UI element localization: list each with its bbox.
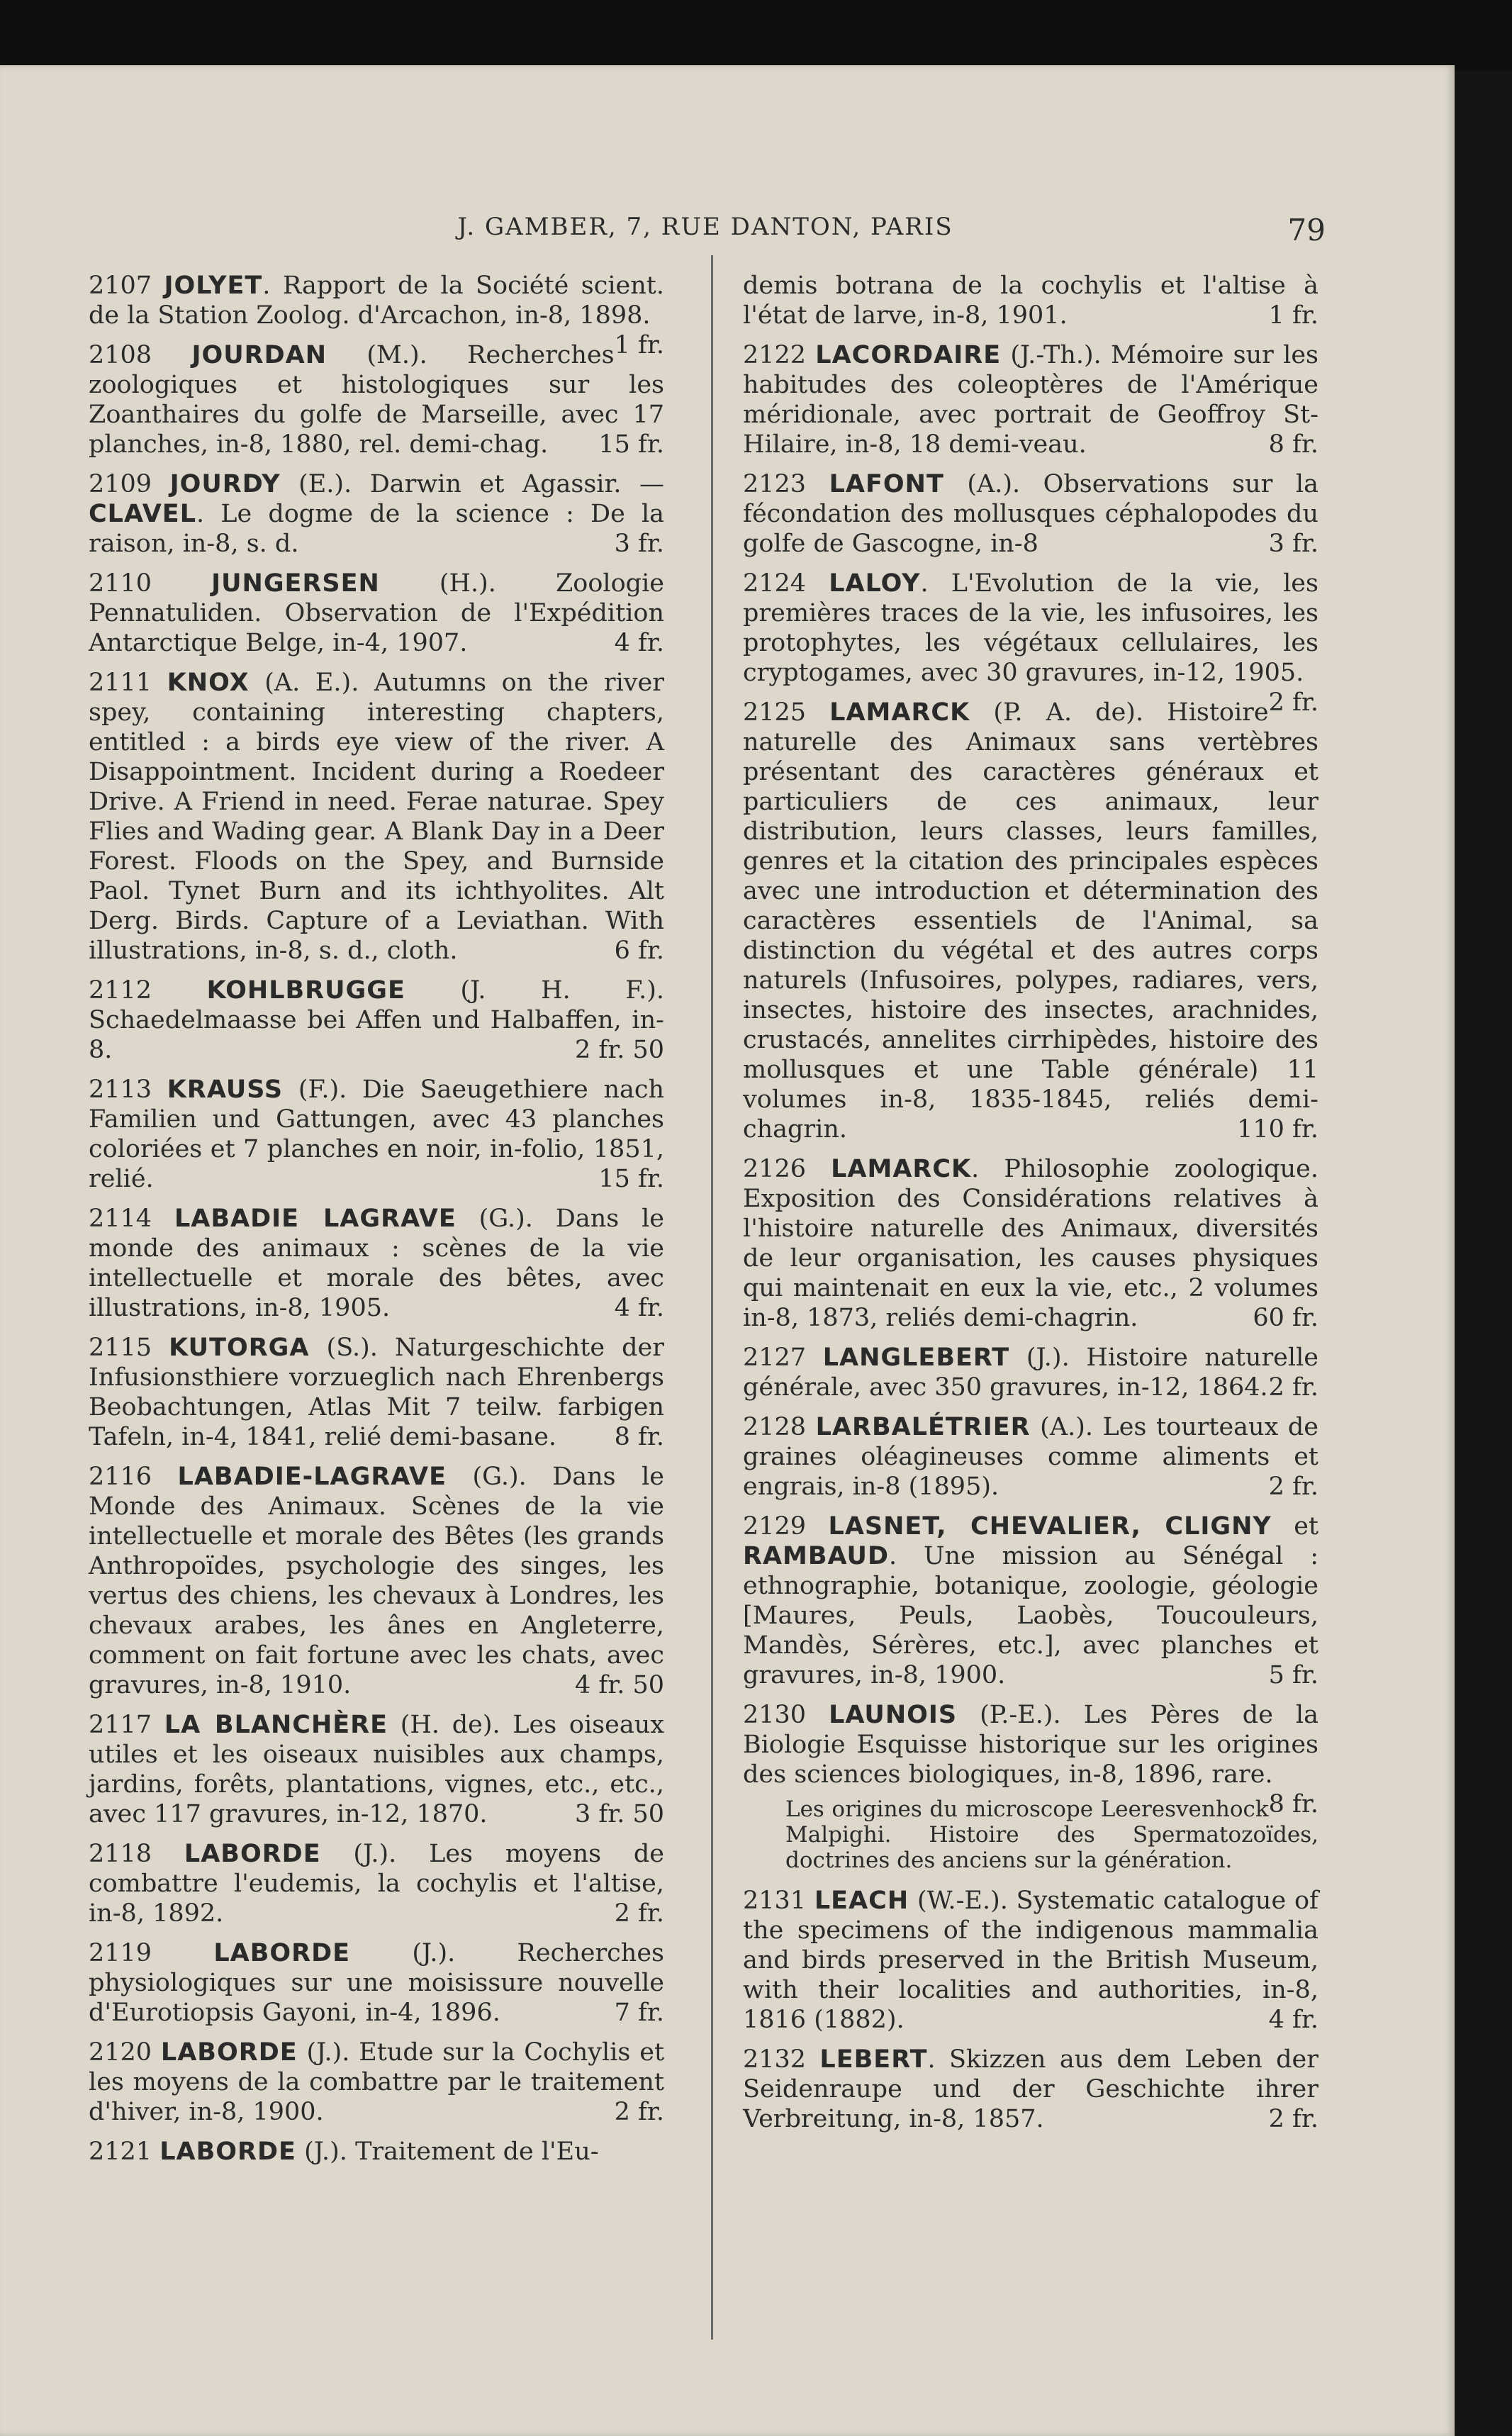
entry-author: KUTORGA [169,1334,310,1362]
catalogue-entry [89,1462,664,1700]
entry-description: (H. de). Les oiseaux utiles et les oiseaux nuisibles aux champs, jardins, forêts, plantations, vignes, etc., etc., avec 117 gravures, in-12, 1870. [89,1711,664,1828]
page-number: 79 [1287,213,1326,247]
entry-number: 2128 [743,1413,816,1441]
catalogue-entry [743,1700,1318,1818]
entry-number: 2132 [743,2045,820,2074]
entry-description: (G.). Dans le monde des animaux : scènes de la vie intellectuelle et morale des bêtes, avec illustrations, in-8, 1905. [89,1205,664,1322]
entry-description: (G.). Dans le Monde des Animaux. Scènes de la vie intellectuelle et morale des Bêtes (les grands Anthropoïdes, psychologie des singes, les vertus des chiens, les chevaux à Londres, les chevaux arabes, les ânes en Angleterre, comment on fait fortune avec les chats, avec gravures, in-8, 1910. [89,1463,664,1699]
entry-price: 8 fr. [614,1423,664,1451]
entry-description: et [1271,1512,1319,1541]
entry-author: LABADIE LAGRAVE [174,1205,457,1233]
entry-author: LABORDE [160,2038,298,2067]
entry-author: KOHLBRUGGE [206,976,405,1005]
entry-price: 2 fr. 50 [574,1036,664,1064]
catalogue-entry [743,271,1318,330]
entry-number: 2108 [89,341,192,369]
entry-price: 3 fr. [614,530,664,558]
entry-author: LABADIE-LAGRAVE [177,1463,447,1491]
entry-price: 4 fr. [1268,2006,1318,2034]
page-header [92,149,1326,247]
entry-description: (J.). Histoire naturelle générale, avec 350 gravures, in-12, 1864. [743,1343,1318,1402]
entry-description: (J.-Th.). Mémoire sur les habitudes des coleoptères de l'Amérique méridionale, avec portrait de Geoffroy St-Hilaire, in-8, 18 demi-veau. [743,341,1318,459]
entry-price: 4 fr. 50 [574,1671,664,1699]
entry-description: (J.). Les moyens de combattre l'eudemis, la cochylis et l'altise, in-8, 1892. [89,1840,664,1928]
catalogue-entry [89,1938,664,2028]
entry-price: 4 fr. [614,629,664,657]
entry-description: (F.). Die Saeugethiere nach Familien und Gattungen, avec 43 planches coloriées et 7 planches en noir, in-folio, 1851, relié. [89,1075,665,1193]
entry-number: 2121 [89,2138,160,2166]
entry-number: 2115 [89,1334,169,1362]
entry-price: 2 fr. [1268,1473,1318,1501]
entry-author: LANGLEBERT [822,1343,1010,1372]
catalogue-entry [89,1333,664,1452]
entry-author: LAFONT [829,470,944,498]
entry-number: 2107 [89,272,164,300]
entry-number: 2119 [89,1939,214,1967]
entry-author: LA BLANCHÈRE [164,1711,388,1739]
entry-description-cont: . Une mission au Sénégal : ethnographie, botanique, zoologie, géologie [Maures, Peuls, Laobès, Toucouleurs, Mandès, Sérères, etc.], avec planches et gravures, in-8, 1900. [743,1542,1318,1689]
entry-number: 2124 [743,569,829,598]
entry-number: 2111 [89,669,167,697]
catalogue-entry [743,469,1318,559]
entry-price: 110 fr. [1237,1115,1318,1144]
catalogue-entry [743,2045,1318,2134]
entry-author: LEBERT [819,2045,928,2074]
entry-description: (J.). Etude sur la Cochylis et les moyens de la combattre par le traitement d'hiver, in-8, 1900. [89,2038,665,2126]
entry-description: . L'Evolution de la vie, les premières traces de la vie, les infusoires, les protophytes, les végétaux cellulaires, les cryptogames, avec 30 gravures, in-12, 1905. [743,569,1318,687]
entry-author: LARBALÉTRIER [815,1413,1031,1441]
catalogue-entry [89,1839,664,1928]
catalogue-entry [89,469,664,559]
entry-price: 2 fr. [1268,1373,1318,1402]
entry-description: (P.-E.). Les Pères de la Biologie Esquisse historique sur les origines des sciences biologiques, in-8, 1896, rare. [743,1701,1318,1789]
entry-description: . Philosophie zoologique. Exposition des Considérations relatives à l'histoire naturelle des Animaux, diversités de leur organisation, les causes physiques qui maintenait en eux la vie, etc., 2 volumes in-8, 1873, reliés demi-chagrin. [743,1155,1318,1332]
entry-description: (J.). Recherches physiologiques sur une moisissure nouvelle d'Eurotiopsis Gayoni, in-4, 1896. [89,1939,664,2027]
entry-number: 2126 [743,1155,831,1183]
entry-price: 2 fr. [614,2098,664,2126]
entry-price: 2 fr. [614,1899,664,1928]
entry-author: KNOX [167,669,250,697]
entry-description: (M.). Recherches zoologiques et histologiques sur les Zoanthaires du golfe de Marseille, avec 17 planches, in-8, 1880, rel. demi-chag. [89,341,664,459]
entry-author: LALOY [829,569,921,598]
entry-description: (W.-E.). Systematic catalogue of the specimens of the indigenous mammalia and birds preserved in the British Museum, with their localities and authorities, in-8, 1816 (1882). [743,1887,1318,2034]
entry-description: (H.). Zoologie Pennatuliden. Observation de l'Expédition Antarctique Belge, in-4, 1907. [89,569,664,657]
entry-author: LACORDAIRE [815,341,1002,369]
catalogue-entry [89,340,664,459]
right-column [743,271,1318,2144]
entry-price: 1 fr. [1268,301,1318,330]
entry-price: 2 fr. [1268,2105,1318,2133]
entry-number: 2125 [743,698,830,727]
entry-price: 15 fr. [598,1165,664,1193]
entry-price: 1 fr. [614,331,664,359]
running-title: J. GAMBER, 7, RUE DANTON, PARIS [457,213,953,241]
entry-description: (A.). Les tourteaux de graines oléagineuses comme aliments et engrais, in-8 (1895). [743,1413,1318,1501]
entry-description: (J.). Traitement de l'Eu- [296,2138,599,2166]
entry-price: 3 fr. 50 [574,1800,664,1828]
entry-author: LABORDE [184,1840,321,1868]
catalogue-entry [743,1154,1318,1333]
entry-description: (J. H. F.). Schaedelmaasse bei Affen und Halbaffen, in-8. [89,976,664,1064]
catalogue-entry [743,340,1318,459]
entry-price: 60 fr. [1253,1304,1318,1332]
entry-price: 3 fr. [1268,530,1318,558]
entry-number: 2116 [89,1463,178,1491]
entry-author: LABORDE [159,2138,296,2166]
entry-description: (S.). Naturgeschichte der Infusionsthiere vorzueglich nach Ehrenbergs Beobachtungen, Atlas Mit 7 teilw. farbigen Tafeln, in-4, 1841, relié demi-basane. [89,1334,665,1451]
entry-author: LABORDE [213,1939,351,1967]
catalogue-entry [89,1075,664,1194]
entry-author: LAMARCK [829,698,970,727]
entry-description: (A.). Observations sur la fécondation des mollusques céphalopodes du golfe de Gascogne, in-8 [743,470,1318,558]
entry-number: 2114 [89,1205,174,1233]
entry-number: 2127 [743,1343,823,1372]
entry-description: (A. E.). Autumns on the river spey, containing interesting chapters, entitled : a birds eye view of the river. A Disappointment. Incident during a Roedeer Drive. A Friend in need. Ferae naturae. Spey Flies and Wading gear. A Blank Day in a Deer Forest. Floods on the Spey, and Burnside Paol. Tynet Burn and its ichthyolites. Alt Derg. Birds. Capture of a Leviathan. With illustrations, in-8, s. d., cloth. [89,669,664,965]
entry-author: JOURDY [169,470,281,498]
entry-description: . Rapport de la Société scient. de la Station Zoolog. d'Arcachon, in-8, 1898. [89,272,664,330]
entry-number: 2112 [89,976,207,1005]
entry-number: 2123 [743,470,829,498]
entry-author: LAMARCK [831,1155,972,1183]
catalogue-entry [89,2137,664,2167]
entry-number: 2130 [743,1701,829,1729]
entry-description: demis botrana de la cochylis et l'altise à l'état de larve, in-8, 1901. [743,272,1318,330]
entry-number: 2117 [89,1711,164,1739]
entry-number: 2109 [89,470,170,498]
entry-description: (P. A. de). Histoire naturelle des Animaux sans vertèbres présentant des caractères généraux et particuliers de ces animaux, leur distribution, leurs classes, leurs familles, genres et la citation des principales espèces avec une introduction et détermination des caractères essentiels de l'Animal, sa distinction du végétal et des autres corps naturels (Infusoires, polypes, radiares, vers, insectes, histoire des insectes, arachnides, crustacés, annelites cirrhipèdes, histoire des mollusques et une Table générale) 11 volumes in-8, 1835-1845, reliés demi-chagrin. [743,698,1318,1144]
entry-number: 2131 [743,1887,814,1915]
entry-price: 7 fr. [614,1999,664,2027]
entry-price: 2 fr. [1268,688,1318,717]
catalogue-entry [89,1710,664,1829]
catalogue-entry [89,668,664,966]
catalogue-entry [743,1512,1318,1690]
entry-author: JUNGERSEN [211,569,380,598]
entry-price: 8 fr. [1268,1790,1318,1818]
entry-price: 4 fr. [614,1294,664,1322]
entry-description: (E.). Darwin et Agassir. — [280,470,664,498]
entry-note: Les origines du microscope Leeresvenhock Malpighi. Histoire des Spermatozoïdes, doctrines des anciens sur la génération. [785,1797,1318,1873]
entry-author: LEACH [814,1887,909,1915]
entry-price: 6 fr. [614,937,664,965]
entry-price: 5 fr. [1268,1661,1318,1689]
entry-coauthor: RAMBAUD [743,1542,890,1570]
entry-author: KRAUSS [167,1075,284,1104]
entry-coauthor: CLAVEL [89,500,196,528]
entry-number: 2113 [89,1075,167,1104]
left-column [89,271,664,2177]
catalogue-entry [743,1343,1318,1402]
entry-author: JOURDAN [191,341,327,369]
entry-description-cont: . Le dogme de la science : De la raison, in-8, s. d. [89,500,664,558]
catalogue-entry [89,976,664,1065]
catalogue-entry [89,1204,664,1323]
catalogue-entry [743,698,1318,1144]
entry-number: 2122 [743,341,816,369]
entry-number: 2110 [89,569,212,598]
catalogue-entry [743,1412,1318,1502]
entry-price: 15 fr. [598,430,664,459]
entry-number: 2118 [89,1840,184,1868]
entry-number: 2129 [743,1512,829,1541]
catalogue-entry [89,2038,664,2127]
entry-author: LAUNOIS [829,1701,958,1729]
entry-author: LASNET, CHEVALIER, CLIGNY [828,1512,1272,1541]
entry-price: 8 fr. [1268,430,1318,459]
catalogue-entry [89,569,664,658]
catalogue-entry [743,1886,1318,2035]
entry-description: . Skizzen aus dem Leben der Seidenraupe und der Geschichte ihrer Verbreitung, in-8, 1857. [743,2045,1318,2133]
entry-author: JOLYET [164,272,263,300]
scan-edge [1455,71,1512,2436]
column-rule [711,255,713,2340]
entry-number: 2120 [89,2038,161,2067]
